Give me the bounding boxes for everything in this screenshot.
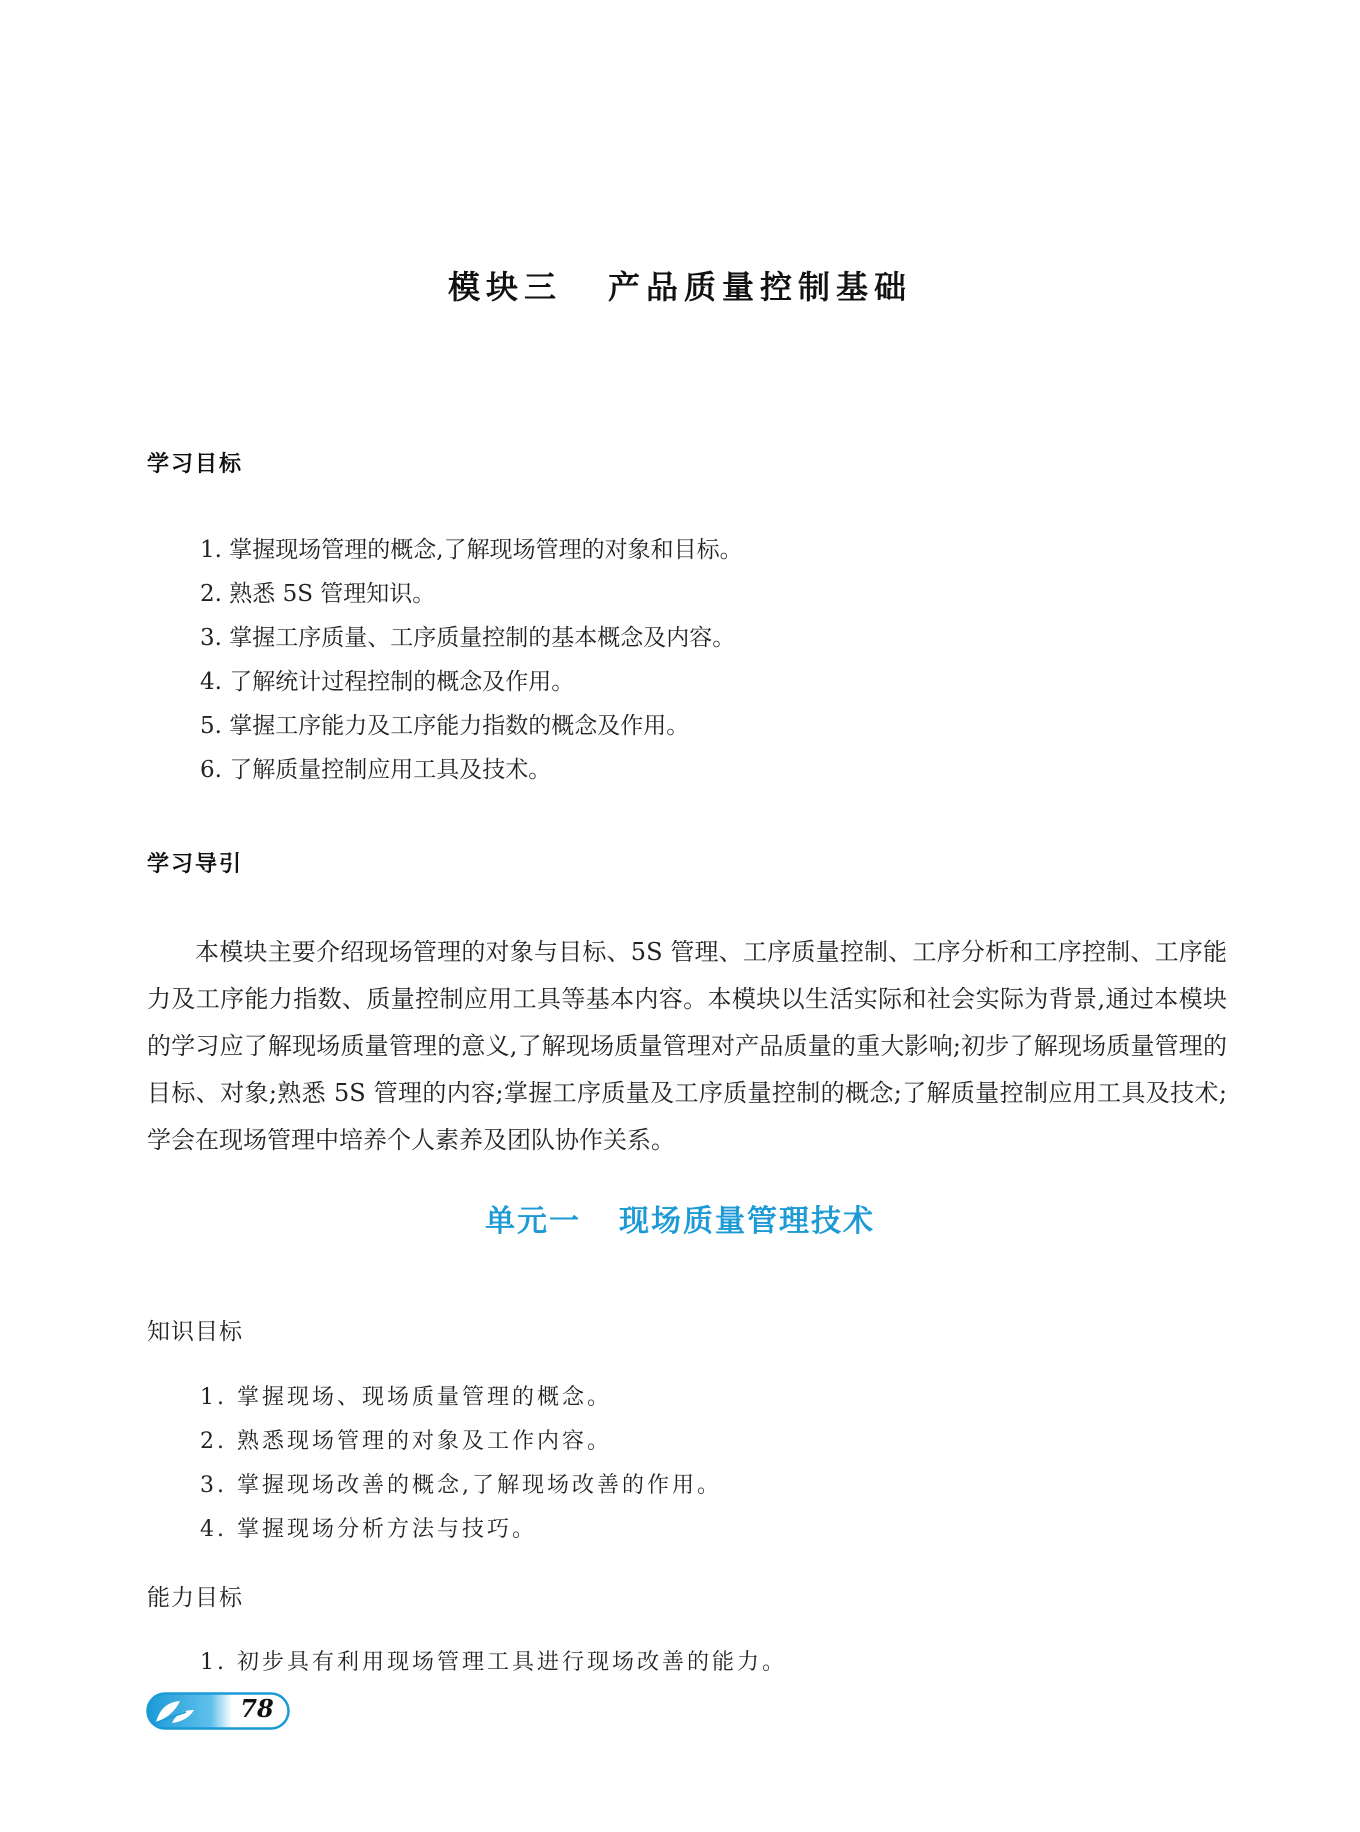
learning-goals-heading: 学习目标 [147,452,244,477]
ability-goals-heading: 能力目标 [147,1585,243,1611]
knowledge-goals-heading: 知识目标 [147,1319,243,1345]
list-item: 3. 掌握现场改善的概念,了解现场改善的作用。 [200,1473,722,1498]
list-item: 5. 掌握工序能力及工序能力指数的概念及作用。 [200,713,690,739]
list-item: 1. 掌握现场管理的概念,了解现场管理的对象和目标。 [200,537,743,563]
list-item: 3. 掌握工序质量、工序质量控制的基本概念及内容。 [200,625,736,651]
page-number: 78 [240,1694,274,1723]
module-number: 模块三 [447,268,562,306]
unit-title [0,1196,1360,1240]
module-title [0,262,1360,308]
list-item: 1. 掌握现场、现场质量管理的概念。 [200,1385,612,1410]
learning-goals-list [200,528,743,792]
list-item: 6. 了解质量控制应用工具及技术。 [200,757,552,783]
intro-paragraph: 本模块主要介绍现场管理的对象与目标、5S 管理、工序质量控制、工序分析和工序控制、工序能力及工序能力指数、质量控制应用工具等基本内容。本模块以生活实际和社会实际为背景,通过本模块的学习应了解现场质量管理的意义,了解现场质量管理对产品质量的重大影响;初步了解现场质量管理的目标、对象;熟悉 5S 管理的内容;掌握工序质量及工序质量控制的概念;了解质量控制应用工具及技术;学会在现场管理中培养个人素养及团队协作关系。 [147,938,1227,1154]
knowledge-goals-list [200,1376,722,1552]
list-item: 2. 熟悉 5S 管理知识。 [200,581,436,607]
module-name: 产品质量控制基础 [608,268,913,306]
list-item: 4. 了解统计过程控制的概念及作用。 [200,669,575,695]
list-item: 4. 掌握现场分析方法与技巧。 [200,1517,537,1542]
learning-guide-text [147,929,1227,1164]
unit-name: 现场质量管理技术 [619,1204,875,1239]
unit-number: 单元一 [485,1204,581,1239]
list-item: 2. 熟悉现场管理的对象及工作内容。 [200,1429,612,1454]
ability-goals-list [200,1641,787,1685]
learning-guide-heading: 学习导引 [147,852,244,877]
list-item: 1. 初步具有利用现场管理工具进行现场改善的能力。 [200,1650,787,1675]
